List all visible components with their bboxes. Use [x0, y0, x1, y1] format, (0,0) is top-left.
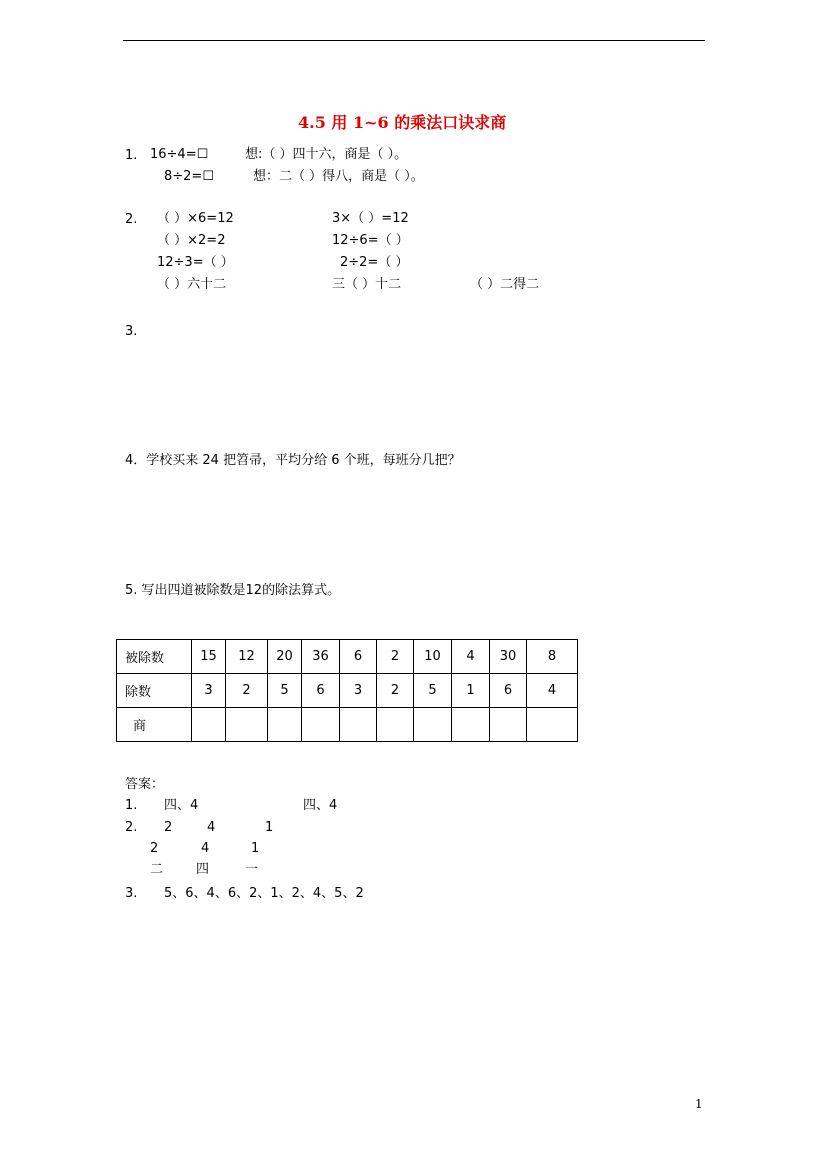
q2-row1-right: 3×（ ）=12 [332, 211, 409, 226]
q1-line2-hint: 想：二（ ）得八，商是（ ）。 [253, 169, 424, 184]
table-cell: 12 [226, 640, 268, 674]
header-rule [123, 40, 705, 41]
answer-2-row2-a: 2 [150, 841, 159, 856]
table-cell: 30 [490, 640, 527, 674]
q2-row1-left: （ ）×6=12 [157, 211, 234, 226]
answer-2-row1-b: 4 [207, 820, 216, 835]
answer-2-row1-c: 1 [265, 820, 274, 835]
q1-line2-expression: 8÷2=☐ [164, 169, 214, 184]
table-cell: 1 [452, 674, 490, 708]
q2-row4-left: （ ）六十二 [157, 277, 227, 292]
q2-number: 2. [125, 212, 138, 227]
table-cell[interactable] [340, 708, 377, 742]
table-row-label: 除数 [117, 674, 192, 708]
q2-row3-left: 12÷3=（ ） [157, 255, 234, 270]
table-cell[interactable] [527, 708, 578, 742]
table-cell[interactable] [452, 708, 490, 742]
table-cell: 3 [340, 674, 377, 708]
table-cell[interactable] [302, 708, 340, 742]
q2-row4-right: （ ）二得二 [470, 277, 540, 292]
q3-number: 3. [125, 324, 138, 339]
answer-2-row1-a: 2 [164, 820, 173, 835]
q1-line1-expression: 16÷4=☐ [150, 147, 209, 162]
table-cell: 2 [377, 674, 414, 708]
table-cell: 2 [226, 674, 268, 708]
table-cell[interactable] [226, 708, 268, 742]
table-cell: 6 [490, 674, 527, 708]
q2-row4-mid: 三（ ）十二 [332, 277, 402, 292]
answer-2-row3-a: 二 [150, 862, 164, 877]
answer-2-row2-b: 4 [201, 841, 210, 856]
table-cell: 15 [192, 640, 226, 674]
table-row [117, 640, 578, 674]
answer-3-number: 3. [125, 886, 138, 901]
table-cell: 6 [302, 674, 340, 708]
table-cell[interactable] [490, 708, 527, 742]
page-title: 4.5 用 1~6 的乘法口诀求商 [298, 113, 507, 132]
q1-number: 1. [125, 148, 138, 163]
table-cell: 5 [268, 674, 302, 708]
division-table [116, 639, 578, 742]
table-cell: 5 [414, 674, 452, 708]
q5-text: 5. 写出四道被除数是12的除法算式。 [125, 583, 341, 598]
table-cell: 10 [414, 640, 452, 674]
table-cell: 20 [268, 640, 302, 674]
answer-1-number: 1. [125, 798, 138, 813]
answers-heading: 答案： [125, 777, 165, 792]
table-cell: 4 [452, 640, 490, 674]
answer-2-number: 2. [125, 820, 138, 835]
table-cell: 36 [302, 640, 340, 674]
table-cell: 4 [527, 674, 578, 708]
answer-3-text: 5、6、4、6、2、1、2、4、5、2 [164, 886, 364, 901]
answer-2-row3-b: 四 [196, 862, 210, 877]
table-cell[interactable] [192, 708, 226, 742]
table-cell: 3 [192, 674, 226, 708]
page-number: 1 [695, 1097, 703, 1111]
q2-row3-right: 2÷2=（ ） [340, 255, 409, 270]
table-row [117, 674, 578, 708]
table-cell: 2 [377, 640, 414, 674]
table-cell[interactable] [414, 708, 452, 742]
table-cell[interactable] [268, 708, 302, 742]
answer-2-row2-c: 1 [251, 841, 260, 856]
answer-1-right: 四、4 [303, 798, 338, 813]
table-cell: 8 [527, 640, 578, 674]
table-row-label: 商 [117, 708, 192, 742]
table-cell[interactable] [377, 708, 414, 742]
table-row [117, 708, 578, 742]
answer-2-row3-c: 一 [245, 862, 259, 877]
q1-line1-hint: 想:（ ）四十六，商是（ ）。 [245, 147, 408, 162]
answer-1-left: 四、4 [164, 798, 199, 813]
table-cell: 6 [340, 640, 377, 674]
table-row-label: 被除数 [117, 640, 192, 674]
q4-text: 4．学校买来 24 把笤帚，平均分给 6 个班，每班分几把？ [125, 453, 461, 468]
q2-row2-left: （ ）×2=2 [157, 233, 226, 248]
q2-row2-right: 12÷6=（ ） [332, 233, 409, 248]
